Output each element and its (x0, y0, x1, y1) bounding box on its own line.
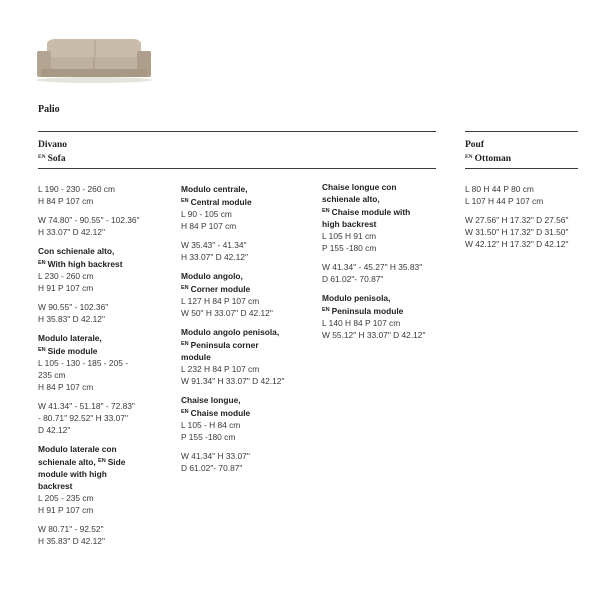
module-title: Modulo penisola, (322, 293, 391, 303)
module-title: Modulo angolo penisola, (181, 327, 280, 337)
dimension-line: H 33.07" D 42.12" (38, 227, 105, 237)
en-tag: EN (181, 285, 189, 291)
module-title: Chaise longue, (181, 395, 241, 405)
dimension-line: W 74.80" - 90.55" - 102.36" (38, 215, 140, 225)
spacer (38, 436, 168, 443)
dimension-line: H 35.83" D 42.12" (38, 536, 105, 546)
dimension-line: W 41.34" - 45.27" H 35.83" (322, 262, 423, 272)
spacer (465, 207, 605, 214)
dimension-line: H 33.07" D 42.12" (181, 252, 248, 262)
dimension-line: L 230 - 260 cm (38, 271, 94, 281)
spacer (38, 294, 168, 301)
module-title-en (181, 406, 316, 419)
module-title-en-text: Chaise module (190, 408, 251, 418)
module-title-en (322, 304, 452, 317)
sofa-bottom-rule (38, 168, 436, 169)
module-title: Modulo laterale, (38, 333, 102, 343)
dimension-line: H 84 P 107 cm (38, 382, 94, 392)
sofa-photo (35, 25, 153, 85)
dimension-line: P 155 -180 cm (322, 243, 377, 253)
dimension-line: W 41.34" - 51.18" - 72.83" (38, 401, 135, 411)
module-title-en-text: Peninsula corner (190, 340, 259, 350)
en-tag: EN (181, 409, 189, 415)
module-title: backrest (38, 481, 73, 491)
dimension-line: D 61.02"- 70.87" (181, 463, 243, 473)
en-tag: EN (322, 307, 330, 313)
dimension-line: H 91 P 107 cm (38, 283, 94, 293)
sofa-section-title (38, 139, 67, 165)
dimension-line: W 42.12" H 17.32" D 42.12" (465, 239, 569, 249)
spacer (38, 238, 168, 245)
spacer (181, 387, 316, 394)
module-title-en (322, 205, 452, 218)
sofa-title-it: Divano (38, 140, 68, 150)
spacer (38, 207, 168, 214)
module-title: schienale alto, (322, 194, 380, 204)
ottoman-title-it: Pouf (465, 140, 484, 150)
dimension-line: L 107 H 44 P 107 cm (465, 196, 544, 206)
ottoman-title-en: Ottoman (474, 154, 512, 164)
spacer (322, 285, 452, 292)
sofa-top-rule (38, 131, 436, 132)
module-title: module (181, 352, 211, 362)
dimension-line: 235 cm (38, 370, 66, 380)
en-tag: EN (465, 154, 473, 160)
module-title-en (38, 344, 168, 357)
dimension-line: H 91 P 107 cm (38, 505, 94, 515)
module-title-mixed (38, 455, 168, 468)
module-title: Modulo angolo, (181, 271, 243, 281)
dimension-line: W 91.34" H 33.07" D 42.12" (181, 376, 285, 386)
dimension-line: L 232 H 84 P 107 cm (181, 364, 260, 374)
module-title-en (181, 282, 316, 295)
module-title-en-text: Corner module (190, 284, 251, 294)
module-title-en (181, 338, 316, 351)
dimension-line: P 155 -180 cm (181, 432, 236, 442)
dimension-line: W 50" H 33.07" D 42.12" (181, 308, 273, 318)
dimension-line: L 80 H 44 P 80 cm (465, 184, 534, 194)
spacer (38, 516, 168, 523)
product-title: Palio (38, 104, 60, 115)
en-tag: EN (38, 260, 46, 266)
dimension-line: H 84 P 107 cm (38, 196, 94, 206)
spacer (181, 443, 316, 450)
module-title-en-text: Side (107, 457, 126, 467)
ottoman-top-rule (465, 131, 578, 132)
dimension-line: L 105 H 91 cm (322, 231, 377, 241)
module-title: Con schienale alto, (38, 246, 115, 256)
spacer (181, 232, 316, 239)
sofa-column-2 (181, 183, 316, 474)
dimension-line: L 90 - 105 cm (181, 209, 232, 219)
en-tag: EN (38, 347, 46, 353)
en-tag: EN (98, 458, 106, 464)
dimension-line: L 127 H 84 P 107 cm (181, 296, 260, 306)
sofa-title-en: Sofa (47, 154, 66, 164)
module-title-en-text: Side module (47, 346, 98, 356)
dimension-line: L 205 - 235 cm (38, 493, 94, 503)
dimension-line: D 61.02"- 70.87" (322, 274, 384, 284)
module-title: Modulo laterale con (38, 444, 117, 454)
ottoman-title-en-line (465, 151, 511, 165)
dimension-line: W 27.56" H 17.32" D 27.56" (465, 215, 569, 225)
module-title: module with high (38, 469, 107, 479)
dimension-line: L 190 - 230 - 260 cm (38, 184, 115, 194)
en-tag: EN (322, 208, 330, 214)
dimension-line: W 35.43" - 41.34" (181, 240, 247, 250)
module-title: high backrest (322, 219, 377, 229)
dimension-line: H 35.83" D 42.12" (38, 314, 105, 324)
dimension-line: L 140 H 84 P 107 cm (322, 318, 401, 328)
sofa-title-en-line (38, 151, 67, 165)
spacer (181, 263, 316, 270)
dimension-line: W 31.50" H 17.32" D 31.50" (465, 227, 569, 237)
sofa-column-1 (38, 183, 168, 547)
module-title-it-text: schienale alto, (38, 457, 96, 467)
module-title-en-text: With high backrest (47, 259, 123, 269)
module-title-en (38, 257, 168, 270)
dimension-line: - 80.71" 92.52" H 33.07" (38, 413, 128, 423)
en-tag: EN (38, 154, 46, 160)
spacer (38, 325, 168, 332)
ottoman-bottom-rule (465, 168, 578, 169)
dimension-line: W 80.71" - 92.52" (38, 524, 104, 534)
module-title-en-text: Chaise module with (331, 207, 411, 217)
en-tag: EN (181, 341, 189, 347)
en-tag: EN (181, 198, 189, 204)
dimension-line: W 90.55" - 102.36" (38, 302, 109, 312)
ottoman-column (465, 183, 605, 250)
module-title-en-text: Central module (190, 197, 252, 207)
module-title: Modulo centrale, (181, 184, 248, 194)
module-title-en-text: Peninsula module (331, 306, 404, 316)
dimension-line: L 105 - 130 - 185 - 205 - (38, 358, 129, 368)
sofa-column-3 (322, 181, 452, 341)
spacer (322, 254, 452, 261)
dimension-line: D 42.12" (38, 425, 71, 435)
module-title: Chaise longue con (322, 182, 397, 192)
spacer (38, 393, 168, 400)
dimension-line: W 55.12" H 33.07" D 42.12" (322, 330, 426, 340)
module-title-en (181, 195, 316, 208)
dimension-line: L 105 - H 84 cm (181, 420, 241, 430)
spacer (181, 319, 316, 326)
dimension-line: H 84 P 107 cm (181, 221, 237, 231)
ottoman-section-title (465, 139, 511, 165)
dimension-line: W 41.34" H 33.07" (181, 451, 250, 461)
